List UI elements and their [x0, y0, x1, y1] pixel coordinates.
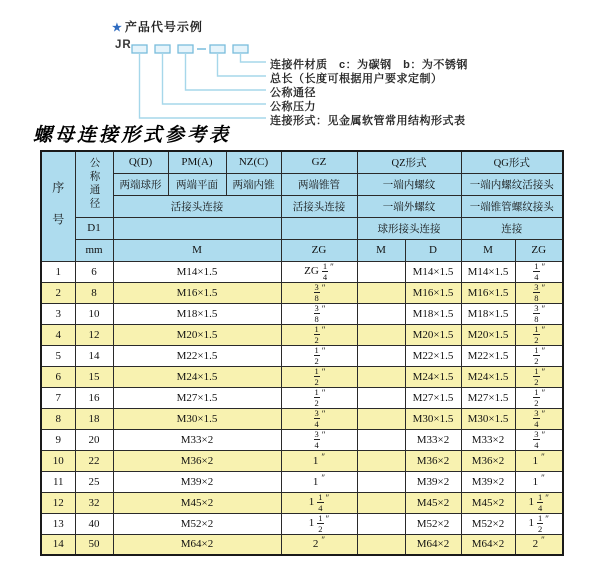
code-box-2 [155, 45, 170, 53]
inch-mark: ″ [541, 472, 545, 483]
diagram-heading [112, 18, 203, 35]
header-nz-sub: 两端内锥 [226, 173, 281, 195]
qg-m-cell: M39×2 [461, 471, 515, 492]
qg-m-cell: M20×1.5 [461, 324, 515, 345]
qz-m-cell [357, 450, 405, 471]
qg-m-cell: M22×1.5 [461, 345, 515, 366]
fraction: $\frac{1}{2}$ [534, 345, 539, 366]
diagram-heading-text: 产品代号示例 [124, 20, 203, 34]
table-row [41, 429, 563, 450]
gz-dim-cell [281, 303, 357, 324]
code-label-form: 连接形式：见金属软管常用结构形式表 [270, 115, 466, 127]
table-row [41, 492, 563, 513]
seq-cell: 6 [41, 366, 75, 387]
inch-mark: ″ [541, 430, 546, 441]
table-row [41, 408, 563, 429]
thread-cell: M27×1.5 [113, 387, 281, 408]
thread-cell: M18×1.5 [113, 303, 281, 324]
qz-m-cell [357, 492, 405, 513]
qg-zg-dim-cell [515, 282, 563, 303]
fraction: $\frac{3}{4}$ [314, 408, 319, 429]
fraction: $\frac{3}{8}$ [314, 303, 319, 324]
connector-line-pressure [163, 53, 267, 104]
seq-cell: 3 [41, 303, 75, 324]
table-body [41, 261, 563, 555]
code-box-3 [178, 45, 193, 53]
dn-cell: 8 [75, 282, 113, 303]
qg-zg-dim-cell [515, 513, 563, 534]
qg-zg-dim-cell [515, 534, 563, 555]
thread-cell: M36×2 [113, 450, 281, 471]
fraction: $\frac{1}{2}$ [534, 387, 539, 408]
fraction: $\frac{3}{8}$ [534, 303, 539, 324]
inch-mark: ″ [541, 388, 546, 399]
qz-m-cell [357, 471, 405, 492]
dn-cell: 40 [75, 513, 113, 534]
dim-token: ZG [304, 265, 319, 278]
qz-d-cell: M52×2 [405, 513, 461, 534]
inch-mark: ″ [321, 388, 326, 399]
inch-mark: ″ [541, 283, 546, 294]
qz-d-cell: M24×1.5 [405, 366, 461, 387]
header-blank-gz [281, 217, 357, 239]
qz-d-cell: M22×1.5 [405, 345, 461, 366]
header-qg-zg: ZG [515, 239, 563, 261]
table-header [41, 151, 563, 261]
seq-cell: 2 [41, 282, 75, 303]
qz-m-cell [357, 534, 405, 555]
qg-zg-dim-cell [515, 429, 563, 450]
fraction: $\frac{1}{2}$ [534, 324, 539, 345]
connector-line-form [140, 53, 267, 118]
dn-cell: 14 [75, 345, 113, 366]
gz-dim-cell [281, 429, 357, 450]
qz-d-cell: M27×1.5 [405, 387, 461, 408]
header-union-joint: 活接头连接 [113, 195, 281, 217]
qg-zg-dim-cell [515, 345, 563, 366]
header-qg-m: M [461, 239, 515, 261]
header-qz-d: D [405, 239, 461, 261]
inch-mark: ″ [321, 430, 326, 441]
qz-d-cell: M30×1.5 [405, 408, 461, 429]
seq-cell: 11 [41, 471, 75, 492]
fraction: $\frac{3}{8}$ [314, 282, 319, 303]
seq-cell: 4 [41, 324, 75, 345]
table-row [41, 282, 563, 303]
qg-zg-dim-cell [515, 450, 563, 471]
fraction: $\frac{1}{2}$ [318, 513, 323, 534]
fraction: $\frac{3}{4}$ [314, 429, 319, 450]
inch-mark: ″ [325, 493, 330, 504]
inch-mark: ″ [545, 493, 549, 504]
qg-zg-dim-cell [515, 471, 563, 492]
thread-cell: M33×2 [113, 429, 281, 450]
gz-dim-cell [281, 450, 357, 471]
qg-m-cell: M14×1.5 [461, 261, 515, 282]
dn-cell: 6 [75, 261, 113, 282]
seq-cell: 5 [41, 345, 75, 366]
gz-dim-cell [281, 534, 357, 555]
fraction: $\frac{1}{4}$ [534, 261, 539, 282]
dn-cell: 12 [75, 324, 113, 345]
dn-cell: 32 [75, 492, 113, 513]
code-label-material: 连接件材质 c：为碳钢 b：为不锈钢 [270, 59, 468, 71]
gz-dim-cell [281, 492, 357, 513]
qg-zg-dim-cell [515, 261, 563, 282]
inch-mark: ″ [541, 367, 546, 378]
qg-zg-dim-cell [515, 303, 563, 324]
qz-d-cell: M14×1.5 [405, 261, 461, 282]
qz-m-cell [357, 429, 405, 450]
inch-mark: ″ [541, 451, 545, 462]
qg-zg-dim-cell [515, 408, 563, 429]
header-qz-sub1: 一端内螺纹 [357, 173, 461, 195]
dn-cell: 50 [75, 534, 113, 555]
table-row [41, 345, 563, 366]
code-label-length: 总长（长度可根据用户要求定制） [270, 73, 443, 85]
thread-cell: M45×2 [113, 492, 281, 513]
qz-d-cell: M39×2 [405, 471, 461, 492]
qg-zg-dim-cell [515, 324, 563, 345]
connector-line-length [218, 53, 267, 76]
dn-cell: 10 [75, 303, 113, 324]
fraction: $\frac{1}{2}$ [314, 366, 319, 387]
header-seq: 序号 [41, 151, 75, 261]
table-row [41, 324, 563, 345]
gz-dim-cell [281, 513, 357, 534]
thread-cell: M14×1.5 [113, 261, 281, 282]
seq-cell: 12 [41, 492, 75, 513]
fraction: $\frac{1}{2}$ [534, 366, 539, 387]
fraction: $\frac{1}{2}$ [538, 513, 543, 534]
fraction: $\frac{1}{4}$ [322, 261, 328, 282]
header-pm-sub: 两端平面 [168, 173, 226, 195]
fraction: $\frac{1}{2}$ [314, 324, 319, 345]
qz-d-cell: M16×1.5 [405, 282, 461, 303]
header-zg-unit: ZG [281, 239, 357, 261]
dn-cell: 20 [75, 429, 113, 450]
seq-cell: 10 [41, 450, 75, 471]
inch-mark: ″ [541, 304, 546, 315]
inch-mark: ″ [541, 409, 546, 420]
seq-cell: 8 [41, 408, 75, 429]
inch-mark: ″ [330, 262, 334, 273]
inch-mark: ″ [321, 346, 326, 357]
inch-mark: ″ [541, 535, 545, 546]
thread-cell: M64×2 [113, 534, 281, 555]
dim-token: 1 [528, 517, 534, 530]
inch-mark: ″ [321, 535, 326, 546]
qg-m-cell: M36×2 [461, 450, 515, 471]
fraction: $\frac{3}{8}$ [534, 282, 539, 303]
qg-m-cell: M33×2 [461, 429, 515, 450]
code-box-5 [233, 45, 248, 53]
dim-token: 2 [312, 538, 319, 551]
gz-dim-cell [281, 261, 357, 282]
table-row [41, 513, 563, 534]
table-row [41, 366, 563, 387]
qz-m-cell [357, 303, 405, 324]
qz-m-cell [357, 345, 405, 366]
gz-dim-cell [281, 408, 357, 429]
thread-cell: M20×1.5 [113, 324, 281, 345]
dim-token: 1 [532, 454, 539, 467]
star-icon: ★ [112, 22, 123, 34]
thread-cell: M30×1.5 [113, 408, 281, 429]
dn-cell: 15 [75, 366, 113, 387]
qz-m-cell [357, 261, 405, 282]
table-row [41, 450, 563, 471]
qz-m-cell [357, 513, 405, 534]
inch-mark: ″ [321, 409, 326, 420]
table-row [41, 387, 563, 408]
dim-token: 1 [528, 496, 534, 509]
seq-cell: 14 [41, 534, 75, 555]
nut-connection-reference-table [40, 150, 564, 556]
header-d1: D1 [75, 217, 113, 239]
header-qg-sub1: 一端内螺纹活接头 [461, 173, 563, 195]
qz-d-cell: M20×1.5 [405, 324, 461, 345]
header-blank-left [113, 217, 281, 239]
thread-cell: M39×2 [113, 471, 281, 492]
table-row [41, 534, 563, 555]
seq-cell: 13 [41, 513, 75, 534]
header-nz: NZ(C) [226, 151, 281, 173]
table-row [41, 471, 563, 492]
dim-token: 2 [532, 538, 539, 551]
qz-m-cell [357, 366, 405, 387]
qz-m-cell [357, 387, 405, 408]
inch-mark: ″ [321, 325, 326, 336]
qg-m-cell: M16×1.5 [461, 282, 515, 303]
inch-mark: ″ [321, 472, 326, 483]
gz-dim-cell [281, 345, 357, 366]
header-gz-joint: 活接头连接 [281, 195, 357, 217]
header-qg-sub2: 一端锥管螺纹接头 [461, 195, 563, 217]
thread-cell: M22×1.5 [113, 345, 281, 366]
gz-dim-cell [281, 366, 357, 387]
inch-mark: ″ [321, 304, 326, 315]
header-m-unit: M [113, 239, 281, 261]
table-row [41, 303, 563, 324]
fraction: $\frac{3}{4}$ [534, 429, 539, 450]
connector-line-material [241, 53, 267, 62]
inch-mark: ″ [545, 514, 549, 525]
header-q: Q(D) [113, 151, 168, 173]
header-nominal-diameter: 公称通径 [75, 151, 113, 217]
seq-cell: 1 [41, 261, 75, 282]
header-qz-sub3: 球形接头连接 [357, 217, 461, 239]
qg-m-cell: M52×2 [461, 513, 515, 534]
inch-mark: ″ [321, 283, 326, 294]
qz-m-cell [357, 324, 405, 345]
qg-zg-dim-cell [515, 366, 563, 387]
header-qg-form: QG形式 [461, 151, 563, 173]
dn-cell: 16 [75, 387, 113, 408]
qg-m-cell: M18×1.5 [461, 303, 515, 324]
code-label-diameter: 公称通径 [270, 87, 316, 99]
fraction: $\frac{1}{4}$ [318, 492, 323, 513]
thread-cell: M52×2 [113, 513, 281, 534]
gz-dim-cell [281, 282, 357, 303]
qz-m-cell [357, 408, 405, 429]
code-box-4 [210, 45, 225, 53]
seq-cell: 9 [41, 429, 75, 450]
code-label-pressure: 公称压力 [270, 101, 316, 113]
qz-d-cell: M64×2 [405, 534, 461, 555]
header-gz: GZ [281, 151, 357, 173]
header-qg-sub3: 连接 [461, 217, 563, 239]
qz-d-cell: M36×2 [405, 450, 461, 471]
seq-cell: 7 [41, 387, 75, 408]
header-mm: mm [75, 239, 113, 261]
qg-m-cell: M30×1.5 [461, 408, 515, 429]
header-qz-form: QZ形式 [357, 151, 461, 173]
dim-token: 1 [312, 454, 319, 467]
qg-zg-dim-cell [515, 387, 563, 408]
qz-d-cell: M18×1.5 [405, 303, 461, 324]
inch-mark: ″ [541, 346, 546, 357]
inch-mark: ″ [541, 262, 546, 273]
table-title: 螺母连接形式参考表 [33, 124, 232, 146]
dn-cell: 22 [75, 450, 113, 471]
thread-cell: M16×1.5 [113, 282, 281, 303]
header-q-sub: 两端球形 [113, 173, 168, 195]
dim-token: 1 [312, 475, 319, 488]
dn-cell: 18 [75, 408, 113, 429]
qg-m-cell: M64×2 [461, 534, 515, 555]
thread-cell: M24×1.5 [113, 366, 281, 387]
dim-token: 1 [532, 475, 539, 488]
dim-token: 1 [308, 496, 315, 509]
dim-token: 1 [308, 517, 315, 530]
qz-d-cell: M33×2 [405, 429, 461, 450]
qg-zg-dim-cell [515, 492, 563, 513]
header-pm: PM(A) [168, 151, 226, 173]
inch-mark: ″ [325, 514, 330, 525]
inch-mark: ″ [321, 451, 326, 462]
gz-dim-cell [281, 387, 357, 408]
code-box-1 [132, 45, 147, 53]
inch-mark: ″ [321, 367, 326, 378]
fraction: $\frac{1}{2}$ [314, 387, 319, 408]
code-prefix: JR [115, 39, 132, 51]
inch-mark: ″ [541, 325, 546, 336]
fraction: $\frac{1}{4}$ [538, 492, 543, 513]
qg-m-cell: M45×2 [461, 492, 515, 513]
header-qz-m: M [357, 239, 405, 261]
table-row [41, 261, 563, 282]
qz-d-cell: M45×2 [405, 492, 461, 513]
qg-m-cell: M27×1.5 [461, 387, 515, 408]
header-qz-sub2: 一端外螺纹 [357, 195, 461, 217]
gz-dim-cell [281, 324, 357, 345]
qg-m-cell: M24×1.5 [461, 366, 515, 387]
qz-m-cell [357, 282, 405, 303]
header-gz-sub: 两端锥管 [281, 173, 357, 195]
connector-line-diameter [186, 53, 267, 90]
fraction: $\frac{1}{2}$ [314, 345, 319, 366]
dn-cell: 25 [75, 471, 113, 492]
fraction: $\frac{3}{4}$ [534, 408, 539, 429]
gz-dim-cell [281, 471, 357, 492]
